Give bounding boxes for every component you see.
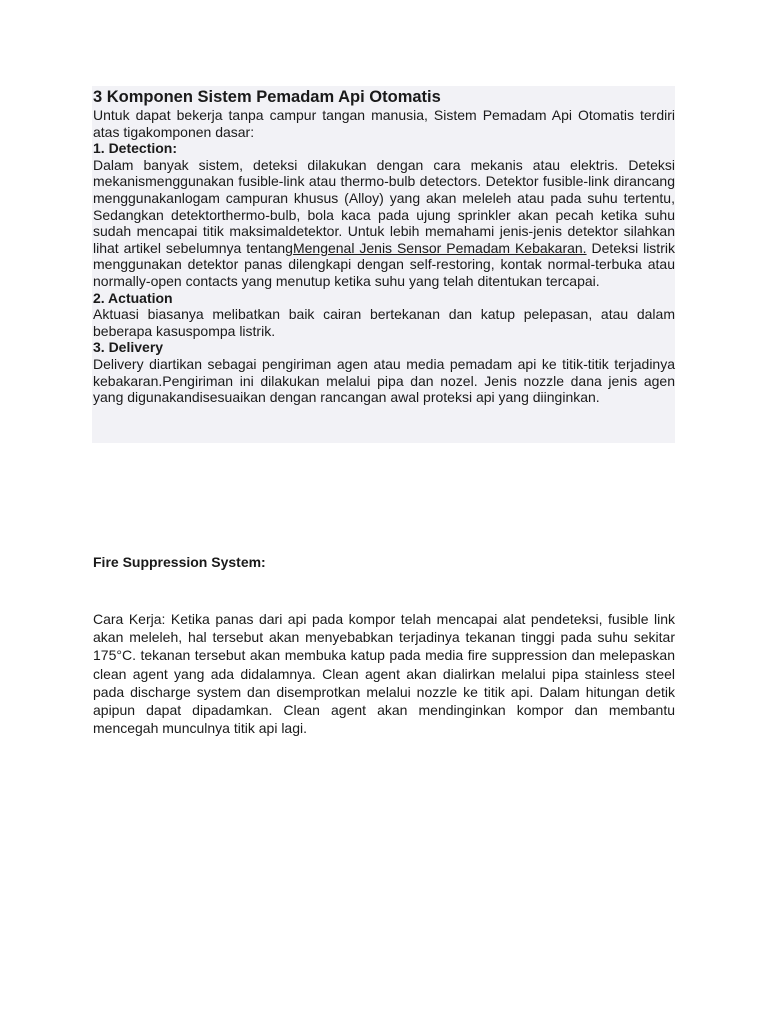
components-section bbox=[93, 107, 675, 406]
sensor-article-link[interactable]: Mengenal Jenis Sensor Pemadam Kebakaran. bbox=[292, 239, 587, 256]
document-title: 3 Komponen Sistem Pemadam Api Otomatis bbox=[93, 88, 441, 106]
cara-kerja-section bbox=[93, 610, 675, 737]
delivery-heading: 3. Delivery bbox=[93, 339, 164, 356]
detection-text-before-link: Dalam banyak sistem, deteksi dilakukan dengan cara mekanis atau elektris. Deteksi mekanismenggunakan fusible-link atau thermo-bulb detectors. Detektor fusible-link dirancang menggunakanlogam campuran khusus (Alloy) yang akan meleleh atau pada suhu tertentu, Sedangkan detektorthermo-bulb, bola kaca pada ujung sprinkler akan pecah ketika suhu sudah mencapai titik maksimaldetektor. Untuk lebih memahami jenis-jenis detektor silahkan lihat artikel sebelumnya tentang bbox=[93, 156, 675, 256]
cara-kerja-paragraph: Cara Kerja: Ketika panas dari api pada kompor telah mencapai alat pendeteksi, fusible link akan meleleh, hal tersebut akan menyebabkan terjadinya tekanan tinggi pada suhu sekitar 175°C. tekanan tersebut akan membuka katup pada media fire suppression dan melepaskan clean agent yang ada didalamnya. Clean agent akan dialirkan melalui pipa stainless steel pada discharge system dan disemprotkan melalui nozzle ke titik api. Dalam hitungan detik apipun dapat dipadamkan. Clean agent akan mendinginkan kompor dan membantu mencegah munculnya titik api lagi. bbox=[93, 611, 675, 737]
fire-suppression-heading: Fire Suppression System: bbox=[93, 554, 266, 570]
detection-heading: 1. Detection: bbox=[93, 140, 178, 157]
actuation-heading: 2. Actuation bbox=[93, 289, 173, 306]
delivery-paragraph: Delivery diartikan sebagai pengiriman agen atau media pemadam api ke titik-titik terjadinya kebakaran.Pengiriman ini dilakukan melalui pipa dan nozel. Jenis nozzle dana jenis agen yang digunakandisesuaikan dengan rancangan awal proteksi api yang diinginkan. bbox=[93, 355, 675, 406]
detection-text-after-link: Deteksi listrik menggunakan detektor panas dilengkapi dengan self-restoring, kontak normal-terbuka atau normally-open contacts yang menutup ketika suhu yang telah ditentukan tercapai. bbox=[93, 239, 675, 289]
detection-paragraph bbox=[93, 157, 675, 290]
intro-paragraph: Untuk dapat bekerja tanpa campur tangan manusia, Sistem Pemadam Api Otomatis terdiri atas tigakomponen dasar: bbox=[93, 107, 675, 140]
actuation-paragraph: Aktuasi biasanya melibatkan baik cairan bertekanan dan katup pelepasan, atau dalam beberapa kasuspompa listrik. bbox=[93, 306, 675, 339]
